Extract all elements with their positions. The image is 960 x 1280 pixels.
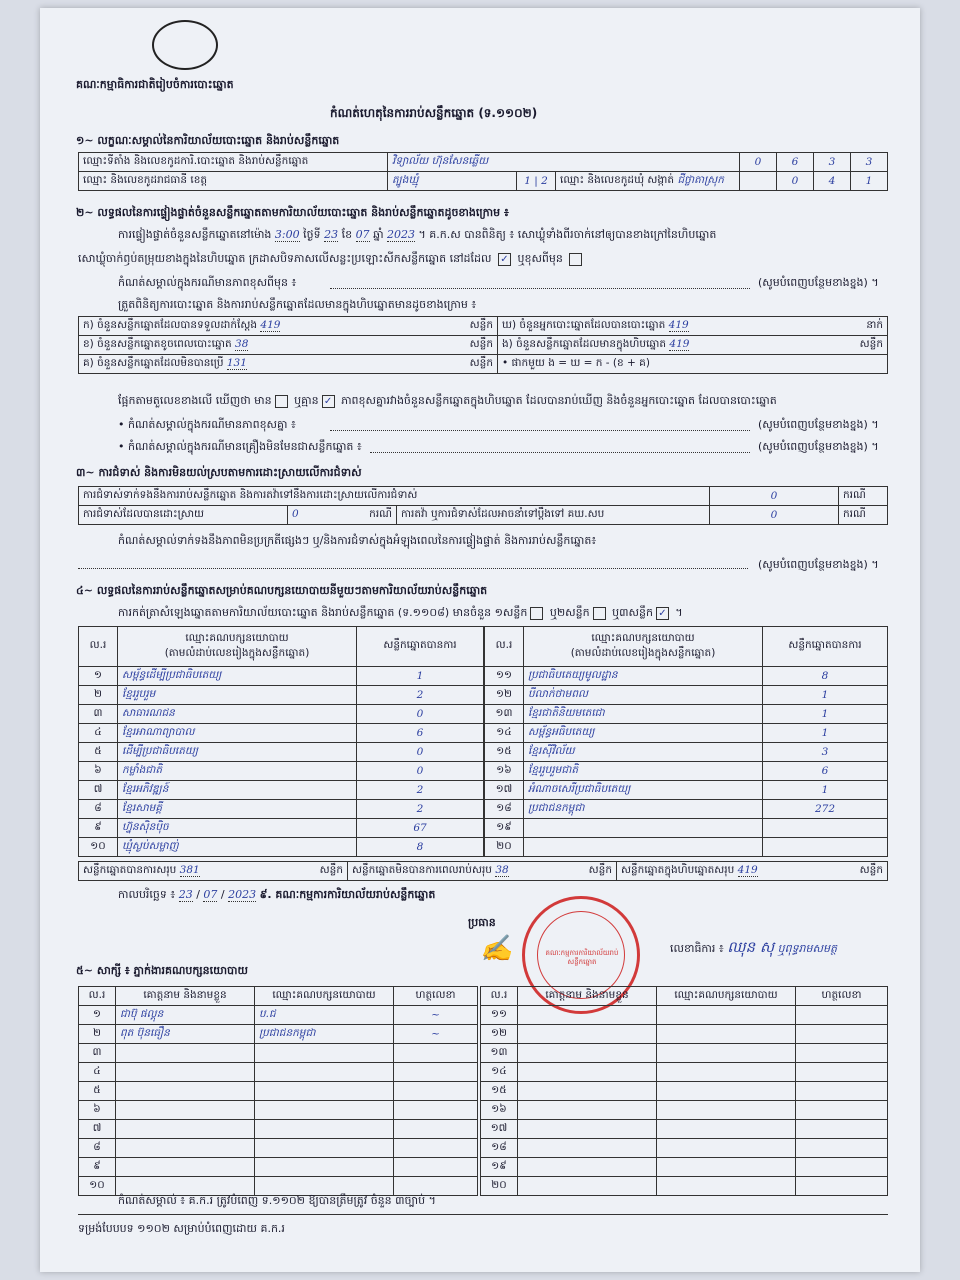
party-name: ប្រជាជនកម្ពុជា [524,800,763,819]
party-row [79,819,484,838]
party-name: ខ្មែរស៊ីវិល័យ [524,743,763,762]
witness-no: ១៥ [481,1082,518,1101]
party-row [485,838,888,857]
party-votes [763,838,888,857]
party-row [79,724,484,743]
party-row [485,686,888,705]
party-no: ៧ [79,781,118,800]
objections-table [78,486,888,525]
party-name: ខ្មែររួបរួម [118,686,357,705]
date-year: 2023 [228,888,257,901]
witness-no: ២០ [481,1177,518,1196]
witness-name [518,1120,657,1139]
witness-no: ៧ [79,1120,116,1139]
changed-checkbox[interactable] [569,253,582,266]
objection-appeal-label: ការតវ៉ា ឬការជំទាស់ដែលអាចនាំទៅប្តឹងទៅ គឃ.សប [397,506,710,525]
objection-total-label: ការជំទាស់ទាក់ទងនឹងការរាប់សន្លឹកឆ្នោត និងការតវ៉ាទៅនឹងការដោះស្រាយលើការជំទាស់ [79,487,710,506]
seal-text: គណៈកម្មការការិយាល័យរាប់សន្លឹកឆ្នោត [545,949,619,966]
witness-signature: ~ [394,1006,478,1025]
party-votes: 6 [763,762,888,781]
witness-name [116,1139,255,1158]
witness-name: ពុត ប៊ុនធឿន [116,1025,255,1044]
party-no: ៨ [79,800,118,819]
witness-table-left [78,986,478,1196]
party-votes: 1 [763,705,888,724]
form-title: កំណត់ហេតុនៃការរាប់សន្លឹកឆ្នោត (ទ.១១០២) [330,106,538,120]
objection-total-value: 0 [710,487,839,506]
witness-no: ១៣ [481,1044,518,1063]
witness-party: ប.ជ [255,1006,394,1025]
col-name: គោត្តនាម និងនាមខ្លួន [116,987,255,1006]
witness-row [481,1177,888,1196]
witness-row [481,1044,888,1063]
witness-no: ១៦ [481,1101,518,1120]
witness-party [255,1120,394,1139]
col-votes: សន្លឹកឆ្នោតបានការ [763,627,888,667]
party-votes: 8 [763,667,888,686]
witness-party [657,1120,796,1139]
party-row [485,667,888,686]
party-name: ដើម្បីប្រជាធិបតេយ្យ [118,743,357,762]
location-code-digit: 3 [851,153,888,172]
witness-row [79,1177,478,1196]
party-no: ១៥ [485,743,524,762]
witness-row [481,1082,888,1101]
witness-no: ១០ [79,1177,116,1196]
witness-signature [796,1120,888,1139]
party-row [485,724,888,743]
witness-name [518,1101,657,1120]
party-no: ២ [79,686,118,705]
commune-code-digit: 1 [851,172,888,191]
note-foreign: • កំណត់សម្គាល់ក្នុងករណីមានគ្រឿងមិនមែនជាសន្លឹកឆ្នោត ៖ [118,440,362,453]
witness-name [518,1139,657,1158]
verification-month: 07 [355,228,370,241]
witness-party [255,1177,394,1196]
witness-row [79,1101,478,1120]
witness-name [518,1082,657,1101]
party-name: បីលាក់ថាមពល [524,686,763,705]
witness-signature [796,1101,888,1120]
party-no: ៤ [79,724,118,743]
sheet-count-line: ការកត់ត្រាសំឡេងឆ្នោតតាមការិយាល័យបោះឆ្នោត និងរាប់សន្លឹកឆ្នោត (ទ.១១០៨) មានចំនួន ១សន្លឹក ឬ២សន្លឹក ឬ៣សន្លឹក ✓ ។ [118,606,683,619]
party-no: ១៤ [485,724,524,743]
witness-party [255,1082,394,1101]
party-row [79,667,484,686]
note-suffix: (សូមបំពេញបន្ថែមខាងខ្នង) ។ [758,418,879,431]
witness-row [79,1025,478,1044]
witness-name [116,1044,255,1063]
party-name: សម្ព័ន្ធអធិបតេយ្យ [524,724,763,743]
party-votes [763,819,888,838]
party-no: ១៦ [485,762,524,781]
location-table [78,152,888,191]
section-2-title: ២~ លទ្ធផលនៃការផ្ទៀងផ្ទាត់ចំនួនសន្លឹកឆ្នោតតាមការិយាល័យបោះឆ្នោត និងរាប់សន្លឹកឆ្នោតដូចខាងក្រោម ៖ [76,206,509,219]
col-no: ល.រ [485,627,524,667]
col-party: ឈ្មោះគណបក្សនយោបាយ [657,987,796,1006]
col-party: ឈ្មោះគណបក្សនយោបាយ (តាមលំដាប់លេខរៀងក្នុងសន្លឹកឆ្នោត) [524,627,763,667]
party-row [79,705,484,724]
party-votes: 0 [357,762,484,781]
witness-no: ១៩ [481,1158,518,1177]
witness-signature [394,1101,478,1120]
party-name: សម្ព័ន្ធដើម្បីប្រជាធិបតេយ្យ [118,667,357,686]
party-votes: 2 [357,686,484,705]
witness-party [255,1063,394,1082]
objection-appeal-value: 0 [710,506,839,525]
date-line: កាលបរិច្ឆេទ ៖ 23 / 07 / 2023 ៩. គណៈកម្មការការិយាល័យរាប់សន្លឹកឆ្នោត [118,888,436,901]
witness-row [481,1120,888,1139]
party-row [485,800,888,819]
objection-resolved-value: 0 ករណី [288,506,397,525]
witness-signature [394,1082,478,1101]
location-code-digit: 3 [814,153,851,172]
date-month: 07 [203,888,218,901]
col-party: ឈ្មោះគណបក្សនយោបាយ (តាមលំដាប់លេខរៀងក្នុងសន្លឹកឆ្នោត) [118,627,357,667]
note-suffix: (សូមបំពេញបន្ថែមខាងខ្នង) ។ [758,558,879,571]
count-e: ង) ចំនួនសន្លឹកឆ្នោតដែលមានក្នុងហិបឆ្នោត 419 សន្លឹក [498,336,888,355]
commune-label: ឈ្មោះ និងលេខកូដឃុំ សង្កាត់ ជីថ្លាតាស្រុក [556,172,740,191]
difference-yes-checkbox[interactable] [275,395,288,408]
witness-party [255,1139,394,1158]
totals-table [78,861,888,881]
secretary-signature: ឈុន សុ [727,938,775,956]
party-votes: 272 [763,800,888,819]
objection-resolved-label: ការជំទាស់ដែលបានដោះស្រាយ [79,506,288,525]
total-invalid: សន្លឹកឆ្នោតមិនបានការពេលរាប់សរុប 38 សន្លឹក [348,862,617,881]
footer-divider [78,1214,888,1215]
party-results-right [484,626,888,857]
witness-signature [394,1120,478,1139]
witness-row [79,1082,478,1101]
chair-signature: ✍ [480,934,513,964]
two-sheet-checkbox[interactable] [593,607,606,620]
note-changed: កំណត់សម្គាល់ក្នុងករណីមានភាពខុសពីមុន ៖ [118,276,297,289]
verification-time: 3:00 [274,228,300,241]
party-row [79,743,484,762]
party-no: ៩ [79,819,118,838]
witness-no: ៨ [79,1139,116,1158]
party-votes: 1 [763,686,888,705]
total-in-box: សន្លឹកឆ្នោតក្នុងហិបឆ្នោតសរុប 419 សន្លឹក [617,862,888,881]
witness-signature [394,1139,478,1158]
section-1-title: ១~ លក្ខណៈសម្គាល់នៃការិយាល័យបោះឆ្នោត និងរាប់សន្លឹកឆ្នោត [76,134,340,147]
witness-row [79,1063,478,1082]
chair-label: ប្រធាន [468,916,496,929]
witness-row [481,1101,888,1120]
commune-code-digit: 4 [814,172,851,191]
witness-no: ១៤ [481,1063,518,1082]
witness-row [481,1158,888,1177]
three-sheet-checkbox[interactable]: ✓ [656,607,669,620]
witness-row [481,1139,888,1158]
witness-signature [796,1006,888,1025]
witness-party [657,1158,796,1177]
col-sign: ហត្ថលេខា [796,987,888,1006]
party-row [485,781,888,800]
party-no: ៥ [79,743,118,762]
note-difference: • កំណត់សម្គាល់ក្នុងករណីមានភាពខុសគ្នា ៖ [118,418,296,431]
party-no: ២០ [485,838,524,857]
party-name: ហ្វ៊ុនស៊ិនប៉ិច [118,819,357,838]
count-formula: • ផាកមួយ ង = ឃ = ក - (ខ + គ) [498,355,888,374]
witness-party [657,1006,796,1025]
witness-name [518,1025,657,1044]
witness-party [657,1044,796,1063]
party-no: ៦ [79,762,118,781]
party-row [485,705,888,724]
witness-name [116,1082,255,1101]
total-valid: សន្លឹកឆ្នោតបានការសរុប 381 សន្លឹក [79,862,348,881]
province-code: 1 | 2 [517,172,556,191]
section-4-title: ៤~ លទ្ធផលនៃការរាប់សន្លឹកឆ្នោតសម្រាប់គណបក្សនយោបាយនីមួយៗតាមការិយាល័យរាប់សន្លឹកឆ្នោត [76,584,488,597]
note-suffix: (សូមបំពេញបន្ថែមខាងខ្នង) ។ [758,440,879,453]
seal-check-line: សោឃ្លុំចាក់ឭប់តម្រុយខាងក្នុងនៃហិបឆ្នោត ក្រដាសបិទភាសលើសន្លះប្រឡោះសីកសន្លឹកឆ្នោត នៅដដែល ✓ ឬខុសពីមុន [78,252,585,266]
form-paper [40,8,920,1272]
witness-name [518,1158,657,1177]
party-row [79,686,484,705]
witness-signature [394,1177,478,1196]
witness-no: ១២ [481,1025,518,1044]
witness-party [255,1044,394,1063]
witness-name [518,1177,657,1196]
col-no: ល.រ [481,987,518,1006]
party-name: អំណាចសេរីប្រជាធិបតេយ្យ [524,781,763,800]
witness-party [657,1101,796,1120]
witness-party [255,1158,394,1177]
witness-row [79,1120,478,1139]
party-row [485,743,888,762]
difference-line: ផ្អែកតាមតួលេខខាងលើ ឃើញថា មាន ឬគ្មាន ✓ ភាពខុសគ្នារវាងចំនួនសន្លឹកឆ្នោតក្នុងហិបឆ្នោត ដែលបានរាប់ឃើញ និងចំនួនអ្នកបោះឆ្នោត ដែលបានបោះឆ្នោត [118,394,777,407]
party-votes: 1 [357,667,484,686]
section-5-title: ៥~ សាក្សី ៖ ភ្នាក់ងារគណបក្សនយោបាយ [76,964,249,977]
party-no: ១៧ [485,781,524,800]
witness-no: ១៧ [481,1120,518,1139]
col-party: ឈ្មោះគណបក្សនយោបាយ [255,987,394,1006]
party-votes: 6 [357,724,484,743]
witness-name [116,1063,255,1082]
party-votes: 3 [763,743,888,762]
inspection-line: ត្រួតពិនិត្យការបោះឆ្នោត និងការរាប់សន្លឹកឆ្នោតដែលមានក្នុងហិបឆ្នោតមានដូចខាងក្រោម ៖ [118,298,477,311]
party-no: ៣ [79,705,118,724]
party-no: ១៨ [485,800,524,819]
witness-signature: ~ [394,1025,478,1044]
col-sign: ហត្ថលេខា [394,987,478,1006]
party-votes: 2 [357,800,484,819]
witness-no: ៤ [79,1063,116,1082]
witness-signature [796,1025,888,1044]
party-no: ១០ [79,838,118,857]
witness-row [79,1006,478,1025]
party-name: ខ្មែរជាតិនិយមតេជោ [524,705,763,724]
witness-signature [394,1063,478,1082]
unchanged-checkbox[interactable]: ✓ [498,253,511,266]
witness-party [657,1063,796,1082]
count-d: ឃ) ចំនួនអ្នកបោះឆ្នោតដែលបានបោះឆ្នោត 419 នាក់ [498,317,888,336]
party-results-left [78,626,484,857]
party-name: កម្លាំងជាតិ [118,762,357,781]
col-votes: សន្លឹកឆ្នោតបានការ [357,627,484,667]
party-votes: 67 [357,819,484,838]
witness-no: ១១ [481,1006,518,1025]
witness-row [79,1139,478,1158]
commune-code-digit: 0 [777,172,814,191]
party-votes: 0 [357,705,484,724]
witness-party [657,1082,796,1101]
verification-day: 23 [324,228,339,241]
party-votes: 2 [357,781,484,800]
party-name: ប្រជាធិបតេយ្យមូលដ្ឋាន [524,667,763,686]
irregularity-note: កំណត់សម្គាល់ទាក់ទងនឹងភាពមិនប្រក្រតីផ្សេងៗ ឬ/និងការជំទាស់ក្នុងអំឡុងពេលនៃការផ្ទៀងផ្ទាត់ និងការរាប់សន្លឹកឆ្នោត៖ [118,534,597,547]
witness-no: ២ [79,1025,116,1044]
witness-signature [796,1063,888,1082]
note-line [370,452,750,453]
witness-signature [796,1082,888,1101]
witness-party: ប្រជាជនកម្ពុជា [255,1025,394,1044]
party-name: ឃ្មុំស្ងប់សម្លាញ់ [118,838,357,857]
witness-no: ៩ [79,1158,116,1177]
party-name [524,838,763,857]
note-line [330,430,750,431]
party-name: ខ្មែរសាមគ្គី [118,800,357,819]
witness-row [481,1025,888,1044]
witness-name [116,1177,255,1196]
location-value: វិទ្យាល័យ ហ៊ុនសែនឆ្លើយ [388,153,740,172]
witness-signature [796,1044,888,1063]
witness-no: ១ [79,1006,116,1025]
count-c: គ) ចំនួនសន្លឹកឆ្នោតដែលមិនបានប្រើ 131 សន្លឹក [79,355,498,374]
witness-row [79,1044,478,1063]
note-suffix: (សូមបំពេញបន្ថែមខាងខ្នង) ។ [758,276,879,289]
witness-name [116,1120,255,1139]
count-b: ខ) ចំនួនសន្លឹកឆ្នោតខូចពេលបោះឆ្នោត 38 សន្លឹក [79,336,498,355]
location-code-digit: 6 [777,153,814,172]
witness-party [657,1139,796,1158]
witness-name [518,1063,657,1082]
witness-name [518,1044,657,1063]
party-no: ១២ [485,686,524,705]
witness-name [116,1101,255,1120]
note-line [78,568,748,569]
party-no: ១៩ [485,819,524,838]
col-name: គោត្តនាម និងនាមខ្លួន [518,987,657,1006]
party-votes: 0 [357,743,484,762]
witness-name [518,1006,657,1025]
party-no: ១៣ [485,705,524,724]
difference-no-checkbox[interactable]: ✓ [322,395,335,408]
witness-party [255,1101,394,1120]
witness-name [116,1158,255,1177]
secretary-name: ឬពុទ្ធរាមសមត្ថ [777,942,837,955]
case-unit: ករណី [839,487,888,506]
witness-row [481,1063,888,1082]
col-no: ល.រ [79,627,118,667]
witness-no: ៦ [79,1101,116,1120]
party-row [485,819,888,838]
verification-line: ការផ្ទៀងផ្ទាត់ចំនួនសន្លឹកឆ្នោតនៅម៉ោង 3:00 ថ្ងៃទី 23 ខែ 07 ឆ្នាំ 2023 ។ គ.ក.ស បានពិនិត្យ ៖ សោឃ្លុំទាំងពីរចាក់នៅឲ្យបានខាងក្រៅនៃហិបឆ្នោត [118,228,717,241]
witness-row [79,1158,478,1177]
note-line [330,288,750,289]
witness-signature [796,1177,888,1196]
party-no: ១ [79,667,118,686]
location-code-digit: 0 [740,153,777,172]
footer-form-id: ទម្រង់បែបបទ ១១០២ សម្រាប់បំពេញដោយ គ.ក.រ [78,1222,285,1235]
witness-signature [796,1158,888,1177]
party-votes: 8 [357,838,484,857]
date-day: 23 [178,888,193,901]
party-no: ១១ [485,667,524,686]
witness-party [657,1177,796,1196]
col-no: ល.រ [79,987,116,1006]
witness-table-right [480,986,888,1196]
party-votes: 1 [763,781,888,800]
witness-no: ១៨ [481,1139,518,1158]
witness-row [481,1006,888,1025]
secretary-line: លេខាធិការ ៖ ឈុន សុ ឬពុទ្ធរាមសមត្ថ [670,938,837,956]
section-3-title: ៣~ ការជំទាស់ និងការមិនយល់ស្របតាមការដោះស្រាយលើការជំទាស់ [76,466,362,479]
party-row [79,781,484,800]
witness-party [657,1025,796,1044]
nec-emblem-icon [152,20,218,70]
party-row [485,762,888,781]
party-name: សាធារណជន [118,705,357,724]
witness-signature [394,1158,478,1177]
party-name [524,819,763,838]
org-header: គណៈកម្មាធិការជាតិរៀបចំការបោះឆ្នោត [76,78,234,91]
party-name: ខ្មែរអាណាព្យាបាល [118,724,357,743]
party-row [79,800,484,819]
witness-no: ៣ [79,1044,116,1063]
count-a: ក) ចំនួនសន្លឹកឆ្នោតដែលបានទទួលដាក់ស្តែង 419 សន្លឹក [79,317,498,336]
footer-note: កំណត់សម្គាល់ ៖ គ.ក.រ ត្រូវបំពេញ ទ.១១០២ ឱ្យបានត្រឹមត្រូវ ចំនួន ៣ច្បាប់ ។ [118,1194,436,1207]
case-unit: ករណី [839,506,888,525]
party-name: ខ្មែររួបរួមជាតិ [524,762,763,781]
witness-no: ៥ [79,1082,116,1101]
province-label: ឈ្មោះ និងលេខកូដរាជធានី ខេត្ត [79,172,388,191]
verification-year: 2023 [387,228,416,241]
party-votes: 1 [763,724,888,743]
party-row [79,762,484,781]
province-value: ត្បូងឃ្មុំ [388,172,517,191]
location-label: ឈ្មោះទីតាំង និងលេខកូដការិ.បោះឆ្នោត និងរាប់សន្លឹកឆ្នោត [79,153,388,172]
counts-table [78,316,888,374]
witness-name: ជាប៊ុ ផល្គុន [116,1006,255,1025]
party-name: ខ្មែរអភិវឌ្ឍន៍ [118,781,357,800]
party-row [79,838,484,857]
blank-code-cell [740,172,777,191]
witness-signature [796,1139,888,1158]
one-sheet-checkbox[interactable] [530,607,543,620]
witness-signature [394,1044,478,1063]
